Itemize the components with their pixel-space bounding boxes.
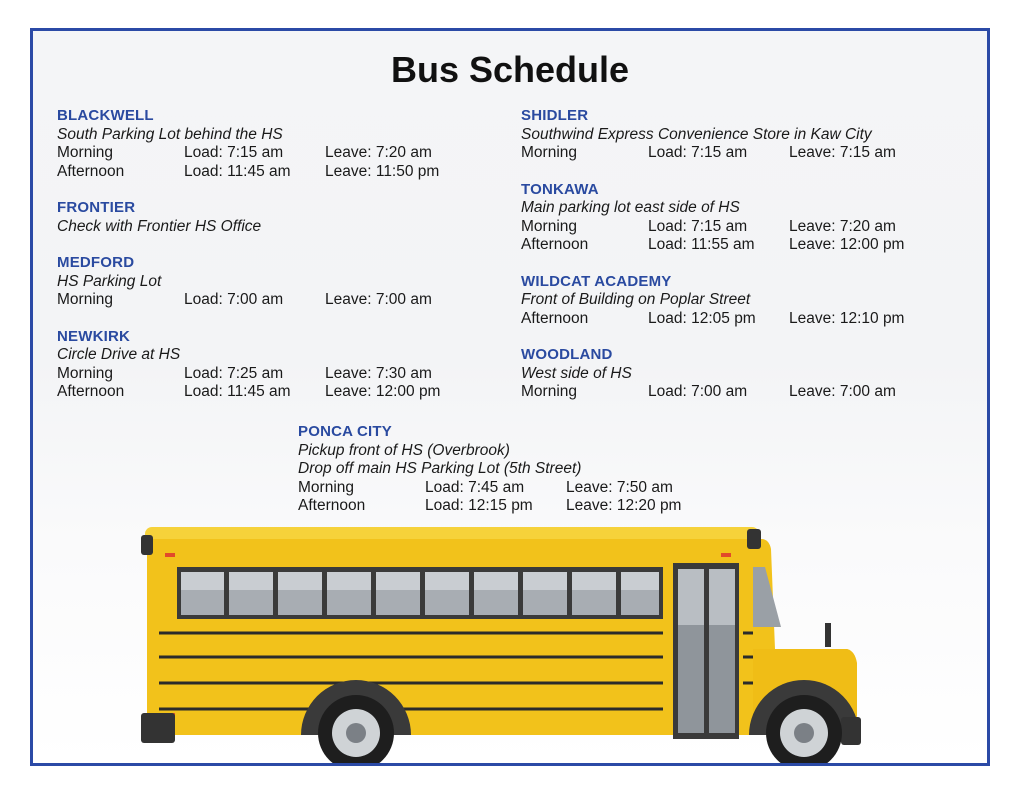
leave-time: Leave: 7:30 am (325, 364, 432, 382)
route-name: FRONTIER (57, 199, 136, 216)
leave-time: Leave: 12:00 pm (789, 236, 905, 253)
route-woodland (521, 346, 971, 402)
page-title: Bus Schedule (390, 49, 630, 90)
schedule-row (57, 383, 497, 402)
schedule-row (521, 144, 971, 163)
route-newkirk (57, 328, 497, 402)
load-time: Load: 12:15 pm (425, 497, 533, 514)
leave-time: Leave: 12:10 pm (789, 309, 905, 327)
period-label: Morning (521, 383, 577, 400)
period-label: Morning (521, 217, 577, 235)
route-shidler (521, 107, 971, 163)
route-blackwell (57, 107, 497, 181)
leave-time: Leave: 12:20 pm (566, 497, 682, 514)
route-location: Check with Frontier HS Office (57, 217, 262, 235)
route-name: WILDCAT ACADEMY (521, 272, 672, 290)
leave-time: Leave: 7:00 am (789, 383, 896, 400)
load-time: Load: 7:15 am (648, 217, 748, 235)
load-time: Load: 11:45 am (184, 162, 291, 180)
schedule-row (57, 163, 497, 182)
period-label: Afternoon (521, 309, 589, 327)
load-time: Load: 7:00 am (648, 383, 748, 400)
schedule-row (521, 236, 971, 255)
route-wildcat-academy (521, 273, 971, 329)
route-dropoff-location: Drop off main HS Parking Lot (5th Street) (298, 460, 582, 477)
route-name: MEDFORD (57, 254, 135, 271)
route-location: South Parking Lot behind the HS (57, 125, 283, 143)
route-medford (57, 254, 497, 310)
schedule-row (57, 144, 497, 163)
period-label: Morning (298, 478, 354, 496)
route-location: Main parking lot east side of HS (521, 199, 740, 216)
route-location: West side of HS (521, 364, 632, 382)
load-time: Load: 12:05 pm (648, 309, 756, 327)
center-column (298, 423, 748, 534)
route-location: Circle Drive at HS (57, 346, 181, 363)
route-location: Front of Building on Poplar Street (521, 291, 751, 308)
leave-time: Leave: 7:20 am (325, 144, 432, 161)
right-column (521, 107, 971, 420)
schedule-row (521, 310, 971, 329)
leave-time: Leave: 11:50 pm (325, 162, 440, 180)
period-label: Afternoon (57, 162, 125, 180)
period-label: Morning (57, 291, 113, 308)
load-time: Load: 7:45 am (425, 478, 525, 496)
route-location: HS Parking Lot (57, 272, 162, 290)
route-pickup-location: Pickup front of HS (Overbrook) (298, 441, 510, 459)
route-tonkawa (521, 181, 971, 255)
period-label: Morning (57, 144, 113, 161)
load-time: Load: 11:55 am (648, 236, 755, 253)
schedule-frame (30, 28, 990, 766)
load-time: Load: 7:25 am (184, 364, 284, 382)
schedule-row (57, 291, 497, 310)
schedule-row (521, 218, 971, 237)
schedule-row (521, 383, 971, 402)
leave-time: Leave: 7:50 am (566, 478, 673, 496)
schedule-row (298, 497, 748, 516)
schedule-row (57, 365, 497, 384)
school-bus-icon (141, 527, 861, 766)
route-frontier (57, 199, 497, 236)
route-ponca-city (298, 423, 748, 516)
schedule-row (298, 479, 748, 498)
load-time: Load: 11:45 am (184, 383, 291, 400)
leave-time: Leave: 12:00 pm (325, 383, 441, 400)
load-time: Load: 7:00 am (184, 291, 284, 308)
route-location: Southwind Express Convenience Store in Kaw City (521, 125, 872, 143)
route-name: SHIDLER (521, 107, 589, 124)
period-label: Afternoon (298, 497, 366, 514)
period-label: Morning (57, 364, 113, 382)
route-name: BLACKWELL (57, 107, 154, 124)
route-name: TONKAWA (521, 180, 599, 198)
period-label: Morning (521, 144, 577, 161)
period-label: Afternoon (57, 383, 125, 400)
leave-time: Leave: 7:20 am (789, 217, 896, 235)
left-column (57, 107, 497, 420)
leave-time: Leave: 7:00 am (325, 291, 432, 308)
load-time: Load: 7:15 am (184, 144, 284, 161)
leave-time: Leave: 7:15 am (789, 144, 896, 161)
route-name: PONCA CITY (298, 423, 392, 440)
route-name: WOODLAND (521, 346, 613, 363)
route-name: NEWKIRK (57, 327, 131, 345)
load-time: Load: 7:15 am (648, 144, 748, 161)
period-label: Afternoon (521, 236, 589, 253)
